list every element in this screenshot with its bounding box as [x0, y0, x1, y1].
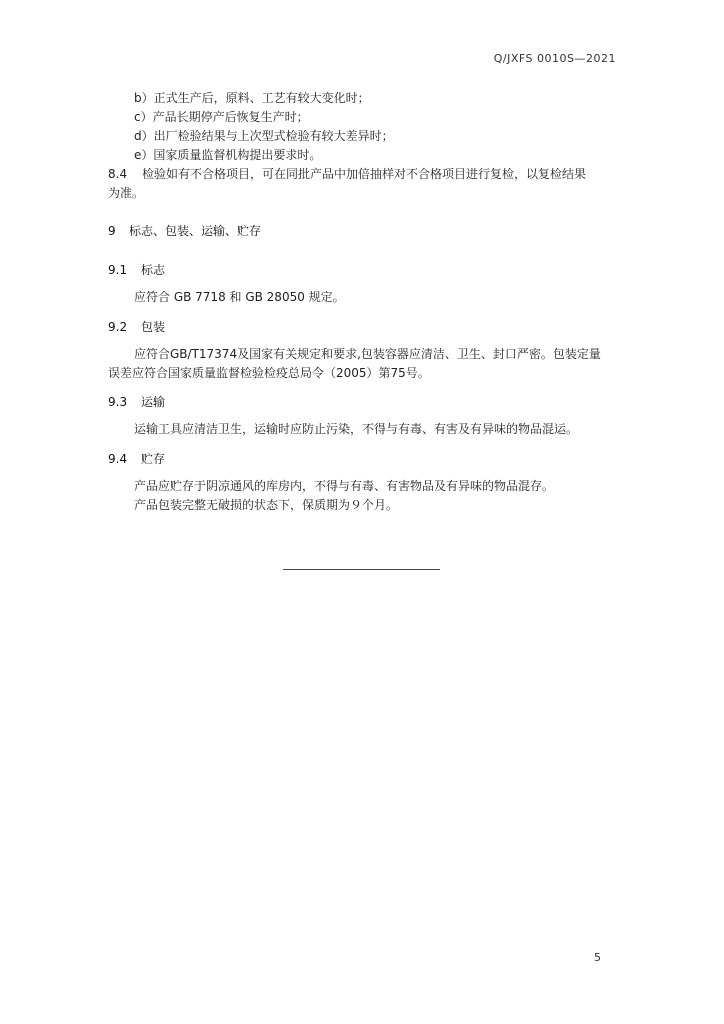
list-item-b: b）正式生产后，原料、工艺有较大变化时； — [134, 91, 370, 105]
subsection-9-2-heading — [108, 318, 165, 336]
list-item-e: e）国家质量监督机构提出要求时。 — [134, 148, 322, 162]
subsection-title: 标志 — [141, 263, 166, 277]
subsection-number: 9.3 — [108, 395, 128, 409]
list-item-c: c）产品长期停产后恢复生产时； — [134, 110, 309, 124]
clause-8-4-line2: 为准。 — [108, 186, 145, 200]
subsection-9-2-line1: 应符合GB/T17374及国家有关规定和要求,包装容器应清洁、卫生、封口严密。包装定量 — [134, 347, 601, 361]
list-item-d: d）出厂检验结果与上次型式检验有较大差异时； — [134, 129, 394, 143]
clause-number: 8.4 — [108, 167, 128, 181]
section-number: 9 — [108, 224, 116, 238]
subsection-title: 贮存 — [141, 452, 166, 466]
subsection-9-4-line1: 产品应贮存于阴凉通风的库房内，不得与有毒、有害物品及有异味的物品混存。 — [134, 479, 555, 493]
subsection-9-4-heading — [108, 450, 165, 468]
end-of-document-rule — [283, 569, 440, 570]
section-9-heading — [108, 222, 261, 240]
clause-8-4 — [108, 165, 586, 183]
subsection-9-3-text: 运输工具应清洁卫生，运输时应防止污染，不得与有毒、有害及有异味的物品混运。 — [134, 422, 579, 436]
subsection-9-1-heading — [108, 261, 165, 279]
subsection-number: 9.2 — [108, 320, 128, 334]
subsection-9-4-line2: 产品包装完整无破损的状态下，保质期为９个月。 — [134, 498, 399, 512]
subsection-number: 9.4 — [108, 452, 128, 466]
subsection-number: 9.1 — [108, 263, 128, 277]
document-code-header: Q/JXFS 0010S—2021 — [493, 52, 616, 65]
page-number: 5 — [594, 951, 601, 964]
subsection-9-3-heading — [108, 393, 165, 411]
subsection-title: 运输 — [141, 395, 166, 409]
subsection-title: 包装 — [141, 320, 166, 334]
subsection-9-2-line2: 误差应符合国家质量监督检验检疫总局令（2005）第75号。 — [108, 366, 430, 380]
section-title: 标志、包装、运输、贮存 — [129, 224, 262, 238]
subsection-9-1-text: 应符合 GB 7718 和 GB 28050 规定。 — [134, 290, 345, 304]
clause-text-line1: 检验如有不合格项目，可在同批产品中加倍抽样对不合格项目进行复检，以复检结果 — [142, 167, 587, 181]
